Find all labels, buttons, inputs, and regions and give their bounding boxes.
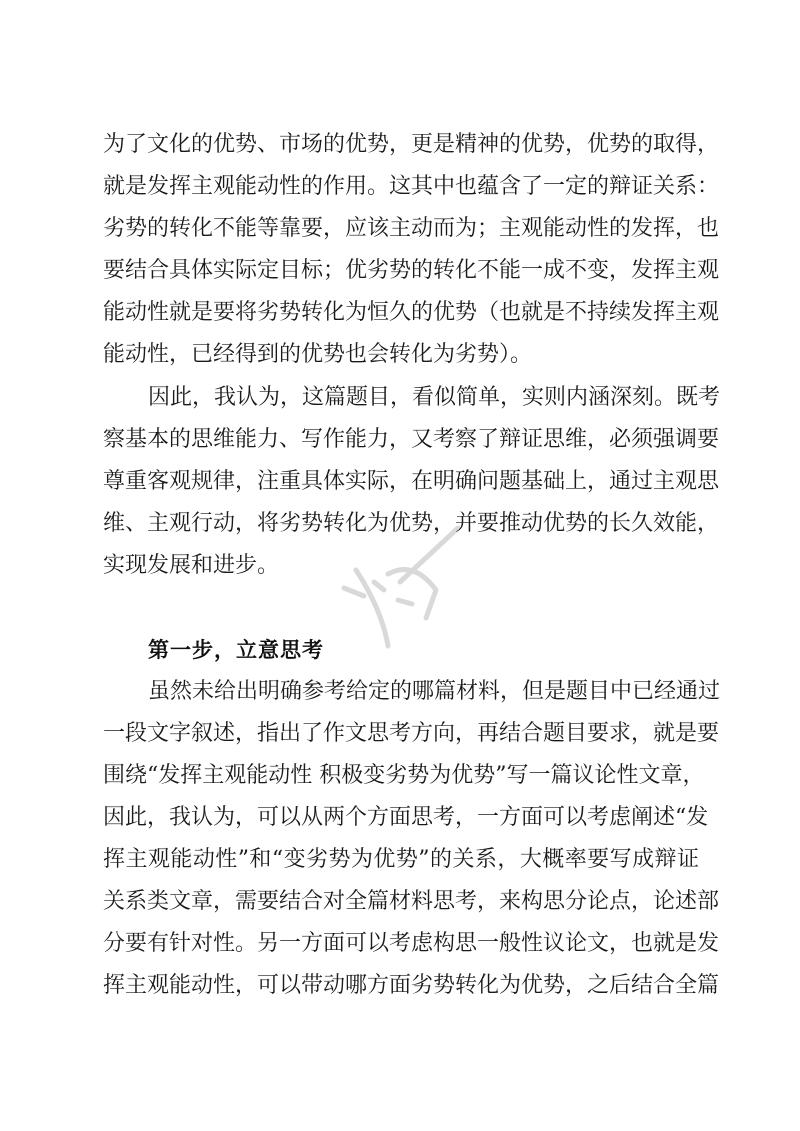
text-line: 能动性就是要将劣势转化为恒久的优势（也就是不持续发挥主观 — [103, 300, 720, 325]
text-line: 就是发挥主观能动性的作用。这其中也蕴含了一定的辩证关系： — [103, 174, 720, 199]
text-line: 虽然未给出明确参考给定的哪篇材料，但是题目中已经通过 — [148, 679, 721, 704]
text-line: 关系类文章，需要结合对全篇材料思考，来构思分论点，论述部 — [103, 889, 720, 914]
text-line: 挥主观能动性，可以带动哪方面劣势转化为优势，之后结合全篇 — [103, 973, 720, 998]
text-line: 因此，我认为，可以从两个方面思考，一方面可以考虑阐述“发 — [103, 805, 709, 830]
text-line: 劣势的转化不能等靠要，应该主动而为；主观能动性的发挥，也 — [103, 216, 720, 241]
text-line: 分要有针对性。另一方面可以考虑构思一般性议论文，也就是发 — [103, 931, 720, 956]
text-line: 挥主观能动性”和“变劣势为优势”的关系，大概率要写成辩证 — [103, 847, 699, 872]
text-line: 一段文字叙述，指出了作文思考方向，再结合题目要求，就是要 — [103, 721, 720, 746]
text-line: 尊重客观规律，注重具体实际，在明确问题基础上，通过主观思 — [103, 469, 720, 494]
text-line: 要结合具体实际定目标；优劣势的转化不能一成不变，发挥主观 — [103, 258, 720, 283]
text-line: 维、主观行动，将劣势转化为优势，并要推动优势的长久效能， — [103, 511, 720, 536]
text-line: 实现发展和进步。 — [103, 553, 280, 578]
text-line: 察基本的思维能力、写作能力，又考察了辩证思维，必须强调要 — [103, 427, 720, 452]
text-line: 能动性，已经得到的优势也会转化为劣势）。 — [103, 342, 533, 367]
text-line: 为了文化的优势、市场的优势，更是精神的优势，优势的取得， — [103, 132, 720, 157]
text-line: 围绕“发挥主观能动性 积极变劣势为优势”写一篇议论性文章， — [103, 763, 705, 788]
section-heading: 第一步，立意思考 — [148, 638, 324, 662]
watermark-icon — [330, 520, 470, 650]
text-line: 因此，我认为，这篇题目，看似简单，实则内涵深刻。既考 — [148, 385, 721, 410]
